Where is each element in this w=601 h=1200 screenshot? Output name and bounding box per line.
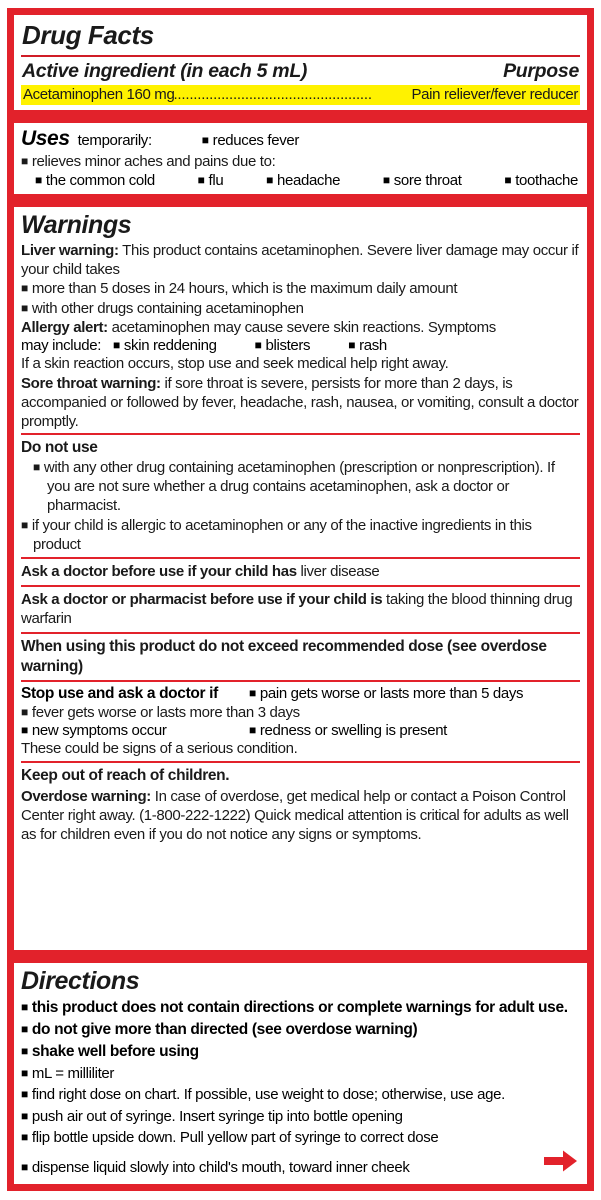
sore-throat-warning-label: Sore throat warning: [21,374,161,392]
ask-doctor-label: Ask a doctor before use if your child has [21,563,297,581]
directions-bold-item: ■ do not give more than directed (see overdose warning) [21,1019,580,1041]
uses-block [7,116,594,201]
uses-lead: temporarily: [77,131,152,149]
ask-pharmacist-label: Ask a doctor or pharmacist before use if your child is [21,590,383,608]
overdose-warning [21,787,580,845]
right-arrow-icon [544,1149,578,1178]
do-not-use-title: Do not use [21,438,98,456]
section-divider [21,761,580,763]
allergy-alert-label: Allergy alert: [21,318,108,336]
stop-use-item: ■ new symptoms occur [21,722,249,739]
liver-warning [21,241,580,280]
page-title: Drug Facts [22,20,154,50]
section-divider [21,433,580,435]
do-not-use-bullet: ■ with any other drug containing acetaminophen (prescription or nonprescription). If you are not sure whether a drug contains acetaminophen, ask a doctor or pharmacist. [21,458,580,516]
uses-cause: ■ flu [198,172,224,189]
when-using-section: When using this product do not exceed recommended dose (see overdose warning) [21,637,547,675]
directions-title: Directions [21,967,140,996]
purpose-value: Pain reliever/fever reducer [411,85,578,103]
leader-dots: .................................................. [173,85,372,103]
do-not-use-section [21,437,580,557]
ask-doctor-section [21,561,580,583]
directions-item: ■ flip bottle upside down. Pull yellow part of syringe to correct dose [21,1127,580,1149]
ask-pharmacist-body: taking the blood thinning drug warfarin [21,590,573,628]
directions-item: ■ dispense liquid slowly into child's mouth, toward inner cheek [21,1157,409,1179]
stop-use-item: ■ pain gets worse or lasts more than 5 days [249,685,523,703]
section-divider [21,680,580,682]
uses-cause: ■ the common cold [35,172,155,189]
uses-causes-list [21,171,580,189]
allergy-alert-body: acetaminophen may cause severe skin reactions. Symptoms [111,318,496,336]
liver-warning-bullet: ■ more than 5 doses in 24 hours, which is the maximum daily amount [21,279,580,298]
sore-throat-warning [21,374,580,432]
liver-warning-label: Liver warning: [21,241,119,259]
section-divider [21,557,580,559]
stop-use-row [21,722,580,739]
header-block [7,8,594,117]
allergy-alert-footer: If a skin reaction occurs, stop use and seek medical help right away. [21,355,449,373]
directions-item: ■ mL = milliliter [21,1063,580,1085]
uses-first-item: ■ reduces fever [202,132,299,149]
warnings-block [7,200,594,957]
allergy-may-include-label: may include: [21,337,102,355]
stop-use-item: ■ redness or swelling is present [249,722,447,739]
directions-bold-item: ■ shake well before using [21,1041,580,1063]
overdose-warning-label: Overdose warning: [21,787,151,805]
keep-out-title: Keep out of reach of children. [21,767,230,785]
section-divider [21,585,580,587]
allergy-symptom: ■ blisters [255,337,311,354]
liver-warning-bullet: ■ with other drugs containing acetaminophen [21,299,580,318]
stop-use-label: Stop use and ask a doctor if [21,684,218,702]
allergy-symptom: ■ rash [348,337,387,354]
uses-cause: ■ headache [266,172,340,189]
uses-title: Uses [21,126,70,150]
section-divider [21,632,580,634]
allergy-alert [21,318,580,337]
purpose-label: Purpose [503,59,579,82]
stop-use-footer: These could be signs of a serious condition. [21,740,298,758]
uses-second-item: ■ relieves minor aches and pains due to: [21,152,580,171]
stop-use-item: ■ fever gets worse or lasts more than 3 days [21,703,580,722]
directions-block [7,956,594,1191]
liver-warning-body: This product contains acetaminophen. Severe liver damage may occur if your child takes [21,241,579,278]
active-ingredient-header [21,59,580,85]
sore-throat-warning-body: if sore throat is severe, persists for more than 2 days, is accompanied or followed by fever, headache, rash, nausea, or vomiting, consult a doctor promptly. [21,374,579,431]
stop-use-header-row [21,685,580,703]
ask-pharmacist-section [21,589,580,631]
directions-item: ■ find right dose on chart. If possible, use weight to dose; otherwise, use age. [21,1084,580,1106]
directions-item: ■ push air out of syringe. Insert syringe tip into bottle opening [21,1106,580,1128]
ask-doctor-body: liver disease [300,563,380,581]
active-ingredient-row [21,85,580,105]
do-not-use-bullet: ■ if your child is allergic to acetaminophen or any of the inactive ingredients in this product [21,516,580,555]
warnings-title: Warnings [21,211,132,240]
allergy-symptom: ■ skin reddening [113,337,217,354]
title-divider [21,55,580,57]
uses-cause: ■ sore throat [383,172,462,189]
directions-last-row [21,1149,580,1179]
uses-cause: ■ toothache [504,172,578,189]
directions-bold-item: ■ this product does not contain directions or complete warnings for adult use. [21,997,580,1019]
uses-header-row [21,127,580,152]
active-ingredient-label: Active ingredient (in each 5 mL) [22,59,308,82]
stop-use-section [21,684,580,761]
ingredient-name: Acetaminophen 160 mg [23,85,175,103]
overdose-warning-body: In case of overdose, get medical help or contact a Poison Control Center right away. (1-800-222-1222) Quick medical attention is critical for adults as well as for children even if you do not notice any signs or symptoms. [21,787,569,844]
allergy-symptoms-row [21,337,580,354]
keep-out-section [21,765,580,846]
